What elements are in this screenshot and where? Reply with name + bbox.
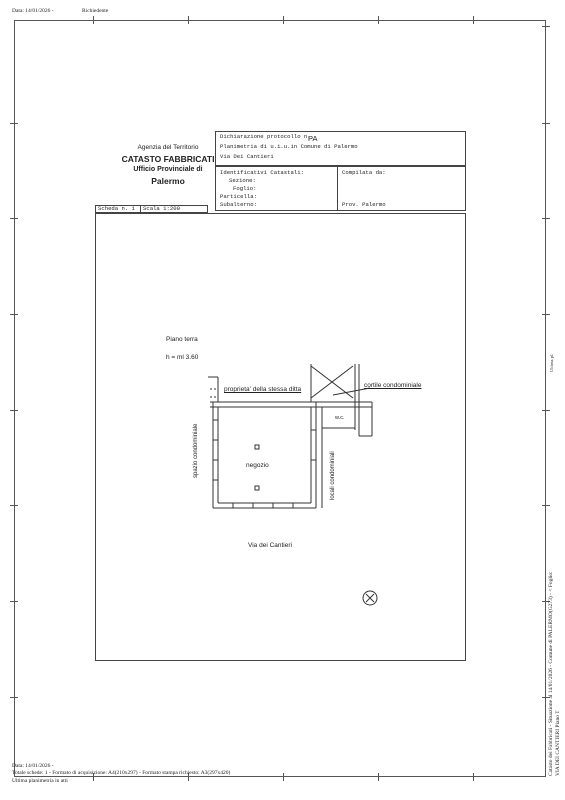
height-label: h = ml 3.60 [166, 354, 199, 361]
footer-totals: Totale schede: 1 - Formato di acquisizione: A4(210x297) - Formato stampa richiesto: A3(297x420) [12, 770, 231, 776]
foglio-label: Foglio: [233, 185, 257, 192]
province-label: Prov. Palermo [342, 201, 386, 208]
protocol-value: PA [308, 134, 318, 143]
shop-label: negozio [246, 462, 269, 469]
protocol-label: Dichiarazione protocollo n. [220, 133, 311, 140]
footer-last: Ultima planimetria in atti [12, 778, 68, 784]
agency-name: Agenzia del Territorio [137, 144, 199, 151]
courtyard-label: cortile condominiale [364, 382, 422, 389]
right-margin-small: Ultima pl. [549, 353, 554, 372]
plan-label: Planimetria di u.i.u.in Comune di Palermo [220, 143, 358, 150]
address-label: Via Dei Cantieri [220, 153, 274, 160]
subalterno-label: Subalterno: [220, 201, 257, 208]
right-margin-line2: VIA DEI CANTIERI Piano T [555, 710, 561, 776]
wc-label: w.c. [335, 415, 345, 421]
footer-date: Data: 14/01/2026 - [12, 763, 54, 769]
agency-city: Palermo [151, 176, 185, 186]
particella-label: Particella: [220, 193, 257, 200]
scala-label: Scala 1:200 [143, 205, 180, 212]
identifiers-title: Identificativi Catastali: [220, 169, 304, 176]
owner-label: proprieta' della stessa ditta [224, 386, 302, 393]
side-space-label: spazio condominiale [193, 423, 199, 478]
compiled-by-label: Compilata da: [342, 169, 386, 176]
floor-label: Piano terra [166, 336, 198, 343]
common-rooms-label: locali condominiali [330, 451, 336, 500]
agency-office: Ufficio Provinciale di [133, 166, 203, 173]
right-margin-line1: Catasto dei Fabbricati - Situazione al 14/01/2026 - Comune di PALERMO(G273) - < Foglio: [548, 571, 554, 776]
street-label: Via dei Cantieri [248, 542, 292, 549]
scheda-label: Scheda n. 1 [98, 205, 135, 212]
agency-catasto: CATASTO FABBRICATI [121, 154, 215, 164]
sezione-label: Sezione: [229, 177, 256, 184]
header-requester: Richiedente [82, 8, 109, 14]
header-date: Data: 14/01/2026 - [12, 8, 54, 14]
